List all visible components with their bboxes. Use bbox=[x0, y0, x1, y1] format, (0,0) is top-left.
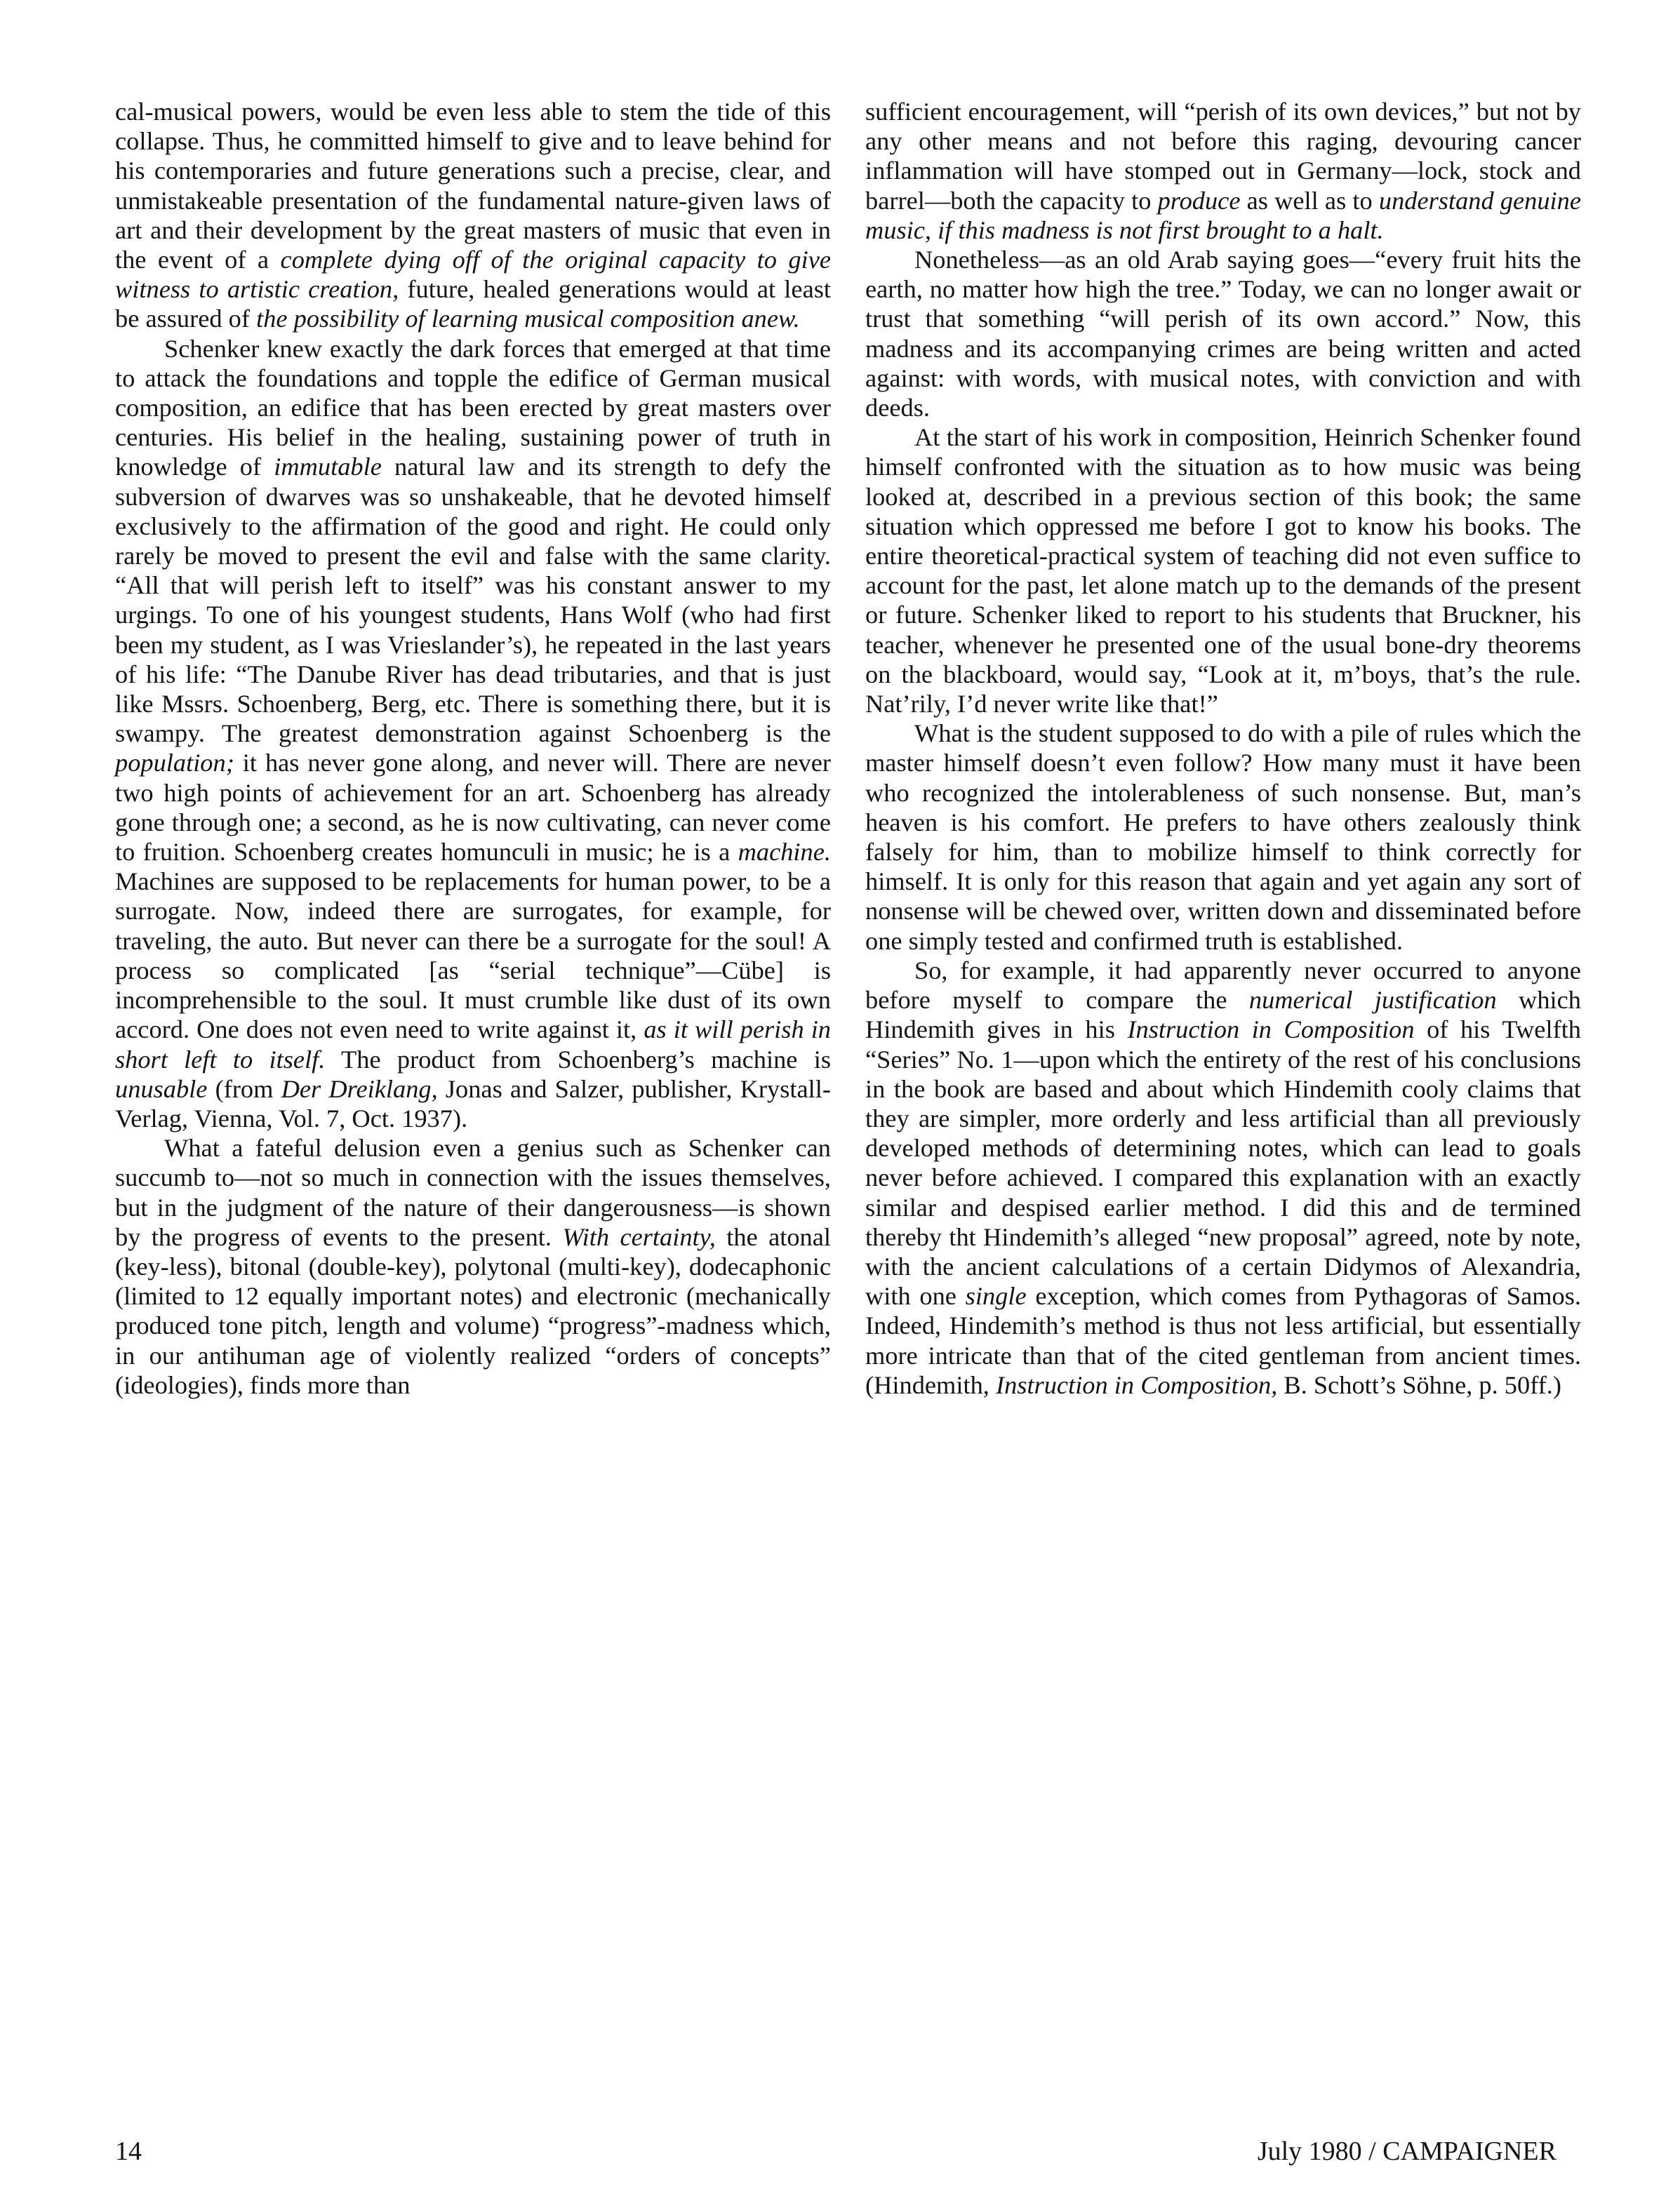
italic-text: Der Dreiklang, bbox=[281, 1074, 438, 1103]
text-run: the atonal (key-less), bitonal (double-key), polytonal (multi-key), dodecaphonic (limited to 12 equally important notes) and electronic (mechanically produced tone pitch, length and volume) “progress”-madness which, in our antihuman age of violently realized “orders of concepts” (ideologies), finds more than bbox=[115, 1222, 832, 1399]
paragraph bbox=[865, 719, 1581, 956]
text-run: cal-musical powers, would be even less able to stem the tide of this collapse. Thus, he committed himself to give and to leave behind for his contemporaries and future generations such a precise, clear, and unmistakeable presentation of the fundamental nature-given laws of art and their development by the great masters of music that even in the event of a bbox=[115, 98, 831, 274]
paragraph bbox=[115, 97, 831, 334]
italic-text: machine. bbox=[738, 838, 831, 867]
italic-text: With certainty, bbox=[562, 1222, 716, 1251]
text-run: exception, which comes from Pythagoras of Samos. Indeed, Hindemith’s method is thus not less artificial, but essentially more intricate than that of the cited gentleman from ancient times. (Hindemith, bbox=[865, 1282, 1581, 1399]
paragraph bbox=[865, 245, 1581, 422]
paragraph bbox=[865, 97, 1581, 245]
text-run: natural law and its strength to defy the subversion of dwarves was so unshakeable, that he devoted himself exclusively to the affirmation of the good and right. He could only rarely be moved to present the evil and false with the same clarity. “All that will perish left to itself” was his constant answer to my urgings. To one of his youngest students, Hans Wolf (who had first been my student, as I was Vrieslander’s), he repeated in the last years of his life: “The Danube River has dead tributaries, and that is just like Mssrs. Schoenberg, Berg, etc. There is something there, but it is swampy. The greatest demonstration against Schoenberg is the bbox=[115, 453, 831, 748]
text-run: Nonetheless—as an old Arab saying goes—“every fruit hits the earth, no matter how high the tree.” Today, we can no longer await or trust that something “will perish of its own accord.” Now, this madness and its accompanying crimes are being written and acted against: with words, with musical notes, with conviction and with deeds. bbox=[865, 246, 1581, 422]
page-number: 14 bbox=[115, 2137, 142, 2166]
text-run: Machines are supposed to be replacements for human power, to be a surrogate. Now, indeed there are surrogates, for example, for traveling, the auto. But never can there be a surrogate for the soul! A process so complicated [as “serial technique”—Cübe] is incomprehensible to the soul. It must crumble like dust of its own accord. One does not even need to write against it, bbox=[115, 867, 831, 1044]
text-run: The product from Schoenberg’s machine is bbox=[325, 1045, 831, 1074]
text-run: B. Schott’s Söhne, p. 50ff.) bbox=[1277, 1370, 1561, 1399]
text-run: Schenker knew exactly the dark forces that emerged at that time to attack the foundations and topple the edifice of German musical composition, an edifice that has been erected by great masters over centuries. His belief in the healing, sustaining power of truth in knowledge of bbox=[115, 334, 831, 481]
italic-text: unusable bbox=[115, 1074, 208, 1103]
text-run: Jonas and Salzer, publisher, Krystall-Verlag, Vienna, Vol. 7, Oct. 1937). bbox=[115, 1074, 831, 1132]
text-run: What a fateful delusion even a genius such as Schenker can succumb to—not so much in connection with the issues themselves, but in the judgment of the nature of their dangerousness—is shown by the progress of events to the present. bbox=[115, 1134, 831, 1251]
paragraph bbox=[865, 956, 1581, 1400]
italic-text: the possibility of learning musical composition anew. bbox=[256, 305, 800, 333]
text-run: (from bbox=[207, 1074, 281, 1103]
right-column bbox=[865, 97, 1581, 1400]
paragraph bbox=[115, 334, 831, 1133]
italic-text: immutable bbox=[274, 453, 382, 481]
italic-text: as it will perish in short left to itself. bbox=[115, 1015, 831, 1074]
text-run: So, for example, it had apparently never occurred to anyone before myself to compare the bbox=[865, 956, 1581, 1015]
text-run: as well as to bbox=[1240, 186, 1379, 215]
italic-text: numerical justification bbox=[1248, 986, 1497, 1015]
italic-text: population; bbox=[115, 749, 234, 777]
italic-text: complete dying off of the original capacity to give witness to artistic creation, bbox=[115, 246, 831, 304]
text-run: What is the student supposed to do with a pile of rules which the master himself doesn’t even follow? How many must it have been who recognized the intolerableness of such nonsense. But, man’s heaven is his comfort. He prefers to have others zealously think falsely for him, than to mobilize himself to think correctly for himself. It is only for this reason that again and yet again any sort of nonsense will be chewed over, written down and disseminated before one simply tested and confirmed truth is established. bbox=[865, 719, 1581, 955]
left-column bbox=[115, 97, 831, 1400]
text-run: sufficient encouragement, will “perish of its own devices,” but not by any other means and not before this raging, devouring cancer inflammation will have stomped out in Germany—lock, stock and barrel—both the capacity to bbox=[865, 98, 1581, 215]
text-run: it has never gone along, and never will. There are never two high points of achievement for an art. Schoenberg has already gone through one; a second, as he is now cultivating, can never come to fruition. Schoenberg creates homunculi in music; he is a bbox=[115, 749, 831, 867]
paragraph bbox=[865, 422, 1581, 719]
text-run: which Hindemith gives in his bbox=[865, 986, 1581, 1044]
text-run: of his Twelfth “Series” No. 1—upon which the entirety of the rest of his conclusions in the book are based and about which Hindemith cooly claims that they are simpler, more orderly and less artificial than all previously developed methods of determining notes, which can lead to goals never before achieved. I compared this explanation with an exactly similar and despised earlier method. I did this and de termined thereby tht Hindemith’s alleged “new proposal” agreed, note by note, with the ancient calculations of a certain Didymos of Alexandria, with one bbox=[865, 1015, 1581, 1311]
italic-text: single bbox=[965, 1282, 1027, 1311]
italic-text: Instruction in Composition, bbox=[995, 1370, 1278, 1399]
italic-text: produce bbox=[1157, 186, 1241, 215]
italic-text: Instruction in Composition bbox=[1127, 1015, 1415, 1044]
italic-text: understand genuine music, if this madness is not first brought to a halt. bbox=[865, 186, 1582, 244]
paragraph bbox=[115, 1133, 831, 1400]
issue-label: July 1980 / CAMPAIGNER bbox=[1257, 2137, 1556, 2166]
text-run: future, healed generations would at least be assured of bbox=[115, 275, 831, 333]
text-run: At the start of his work in composition, Heinrich Schenker found himself confronted with the situation as to how music was being looked at, described in a previous section of this book; the same situation which oppressed me before I got to know his books. The entire theoretical-practical system of teaching did not even suffice to account for the past, let alone match up to the demands of the present or future. Schenker liked to report to his students that Bruckner, his teacher, whenever he presented one of the usual bone-dry theorems on the blackboard, would say, “Look at it, m’boys, that’s the rule. Nat’rily, I’d never write like that!” bbox=[865, 423, 1581, 719]
